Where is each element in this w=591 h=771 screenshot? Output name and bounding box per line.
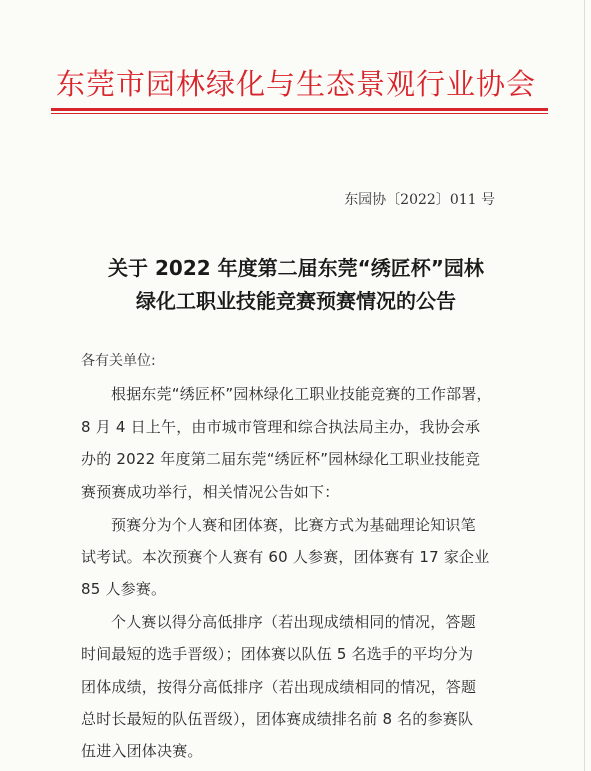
- header-red-rule-thick: [51, 108, 548, 111]
- header-red-rule-thin: [51, 113, 548, 114]
- scan-edge: [584, 0, 585, 771]
- paragraph-1-line-2: 8 月 4 日上午，由市城市管理和综合执法局主办，我协会承: [81, 418, 481, 436]
- paragraph-3-line-1: 个人赛以得分高低排序（若出现成绩相同的情况，答题: [111, 613, 476, 631]
- paragraph-1-line-4: 赛预赛成功举行，相关情况公告如下：: [81, 483, 340, 501]
- paragraph-3-line-3: 团体成绩，按得分高低排序（若出现成绩相同的情况，答题: [81, 678, 477, 696]
- notice-title-line-1: 关于 2022 年度第二届东莞“绣匠杯”园林: [108, 256, 484, 280]
- paragraph-1-line-3: 办的 2022 年度第二届东莞“绣匠杯”园林绿化工职业技能竞: [81, 450, 481, 468]
- notice-title-line-2: 绿化工职业技能竞赛预赛情况的公告: [136, 289, 456, 313]
- salutation: 各有关单位:: [81, 353, 156, 369]
- paragraph-3-line-2: 时间最短的选手晋级）；团体赛以队伍 5 名选手的平均分为: [81, 645, 474, 663]
- paragraph-2-line-2: 试考试。本次预赛个人赛有 60 人参赛，团体赛有 17 家企业: [81, 548, 490, 566]
- paragraph-3-line-4: 总时长最短的队伍晋级），团体赛成绩排名前 8 名的参赛队: [81, 710, 474, 728]
- organization-header: 东莞市园林绿化与生态景观行业协会: [55, 67, 536, 101]
- paragraph-3-line-5: 伍进入团体决赛。: [81, 742, 203, 760]
- paragraph-1-line-1: 根据东莞“绣匠杯”园林绿化工职业技能竞赛的工作部署，: [111, 385, 492, 403]
- paragraph-2-line-1: 预赛分为个人赛和团体赛，比赛方式为基础理论知识笔: [111, 516, 476, 534]
- paragraph-2-line-3: 85 人参赛。: [81, 580, 167, 598]
- document-number: 东园协〔2022〕011 号: [344, 192, 495, 208]
